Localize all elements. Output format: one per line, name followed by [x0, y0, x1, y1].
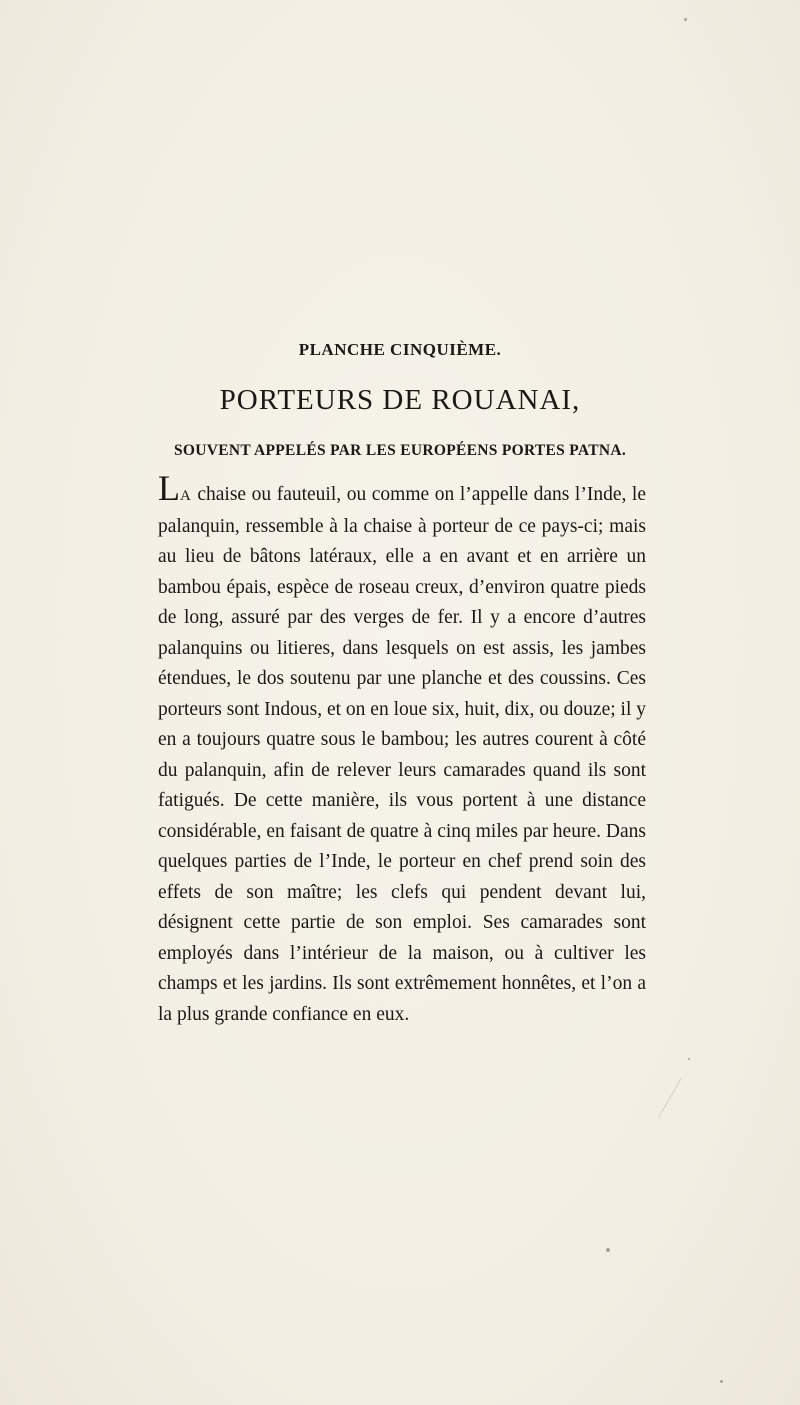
drop-cap: L: [158, 468, 180, 508]
body-paragraph: [158, 468, 646, 1030]
page-title: PORTEURS DE ROUANAI,: [219, 384, 581, 416]
paper-speck: [606, 1248, 610, 1252]
plate-label: PLANCHE CINQUIÈME.: [298, 340, 502, 359]
paper-speck: [720, 1380, 723, 1383]
lead-small-caps: A: [180, 488, 192, 504]
page-subtitle: SOUVENT APPELÉS PAR LES EUROPÉENS PORTES PATNA.: [173, 442, 627, 459]
body-text: chaise ou fauteuil, ou comme on l’appelle dans l’Inde, le palanquin, ressemble à la chaise à porteur de ce pays-ci; mais au lieu de bâtons latéraux, elle a en avant et en arrière un bambou épais, espèce de roseau creux, d’environ quatre pieds de long, assuré par des verges de fer. Il y a encore d’autres palanquins ou litieres, dans lesquels on est assis, les jambes étendues, le dos soutenu par une planche et des coussins. Ces porteurs sont Indous, et on en loue six, huit, dix, ou douze; il y en a toujours quatre sous le bambou; les autres courent à côté du palanquin, afin de relever leurs camarades quand ils sont fatigués. De cette manière, ils vous portent à une distance considérable, en faisant de quatre à cinq miles par heure. Dans quelques parties de l’Inde, le porteur en chef prend soin des effets de son maître; les clefs qui pendent devant lui, désignent cette partie de son emploi. Ses camarades sont employés dans l’intérieur de la maison, ou à cultiver les champs et les jardins. Ils sont extrêmement honnêtes, et l’on a la plus grande confiance en eux.: [158, 484, 646, 1025]
paper-speck: [684, 18, 687, 21]
paper-mark: [658, 1078, 699, 1128]
paper-speck: [688, 1058, 690, 1060]
